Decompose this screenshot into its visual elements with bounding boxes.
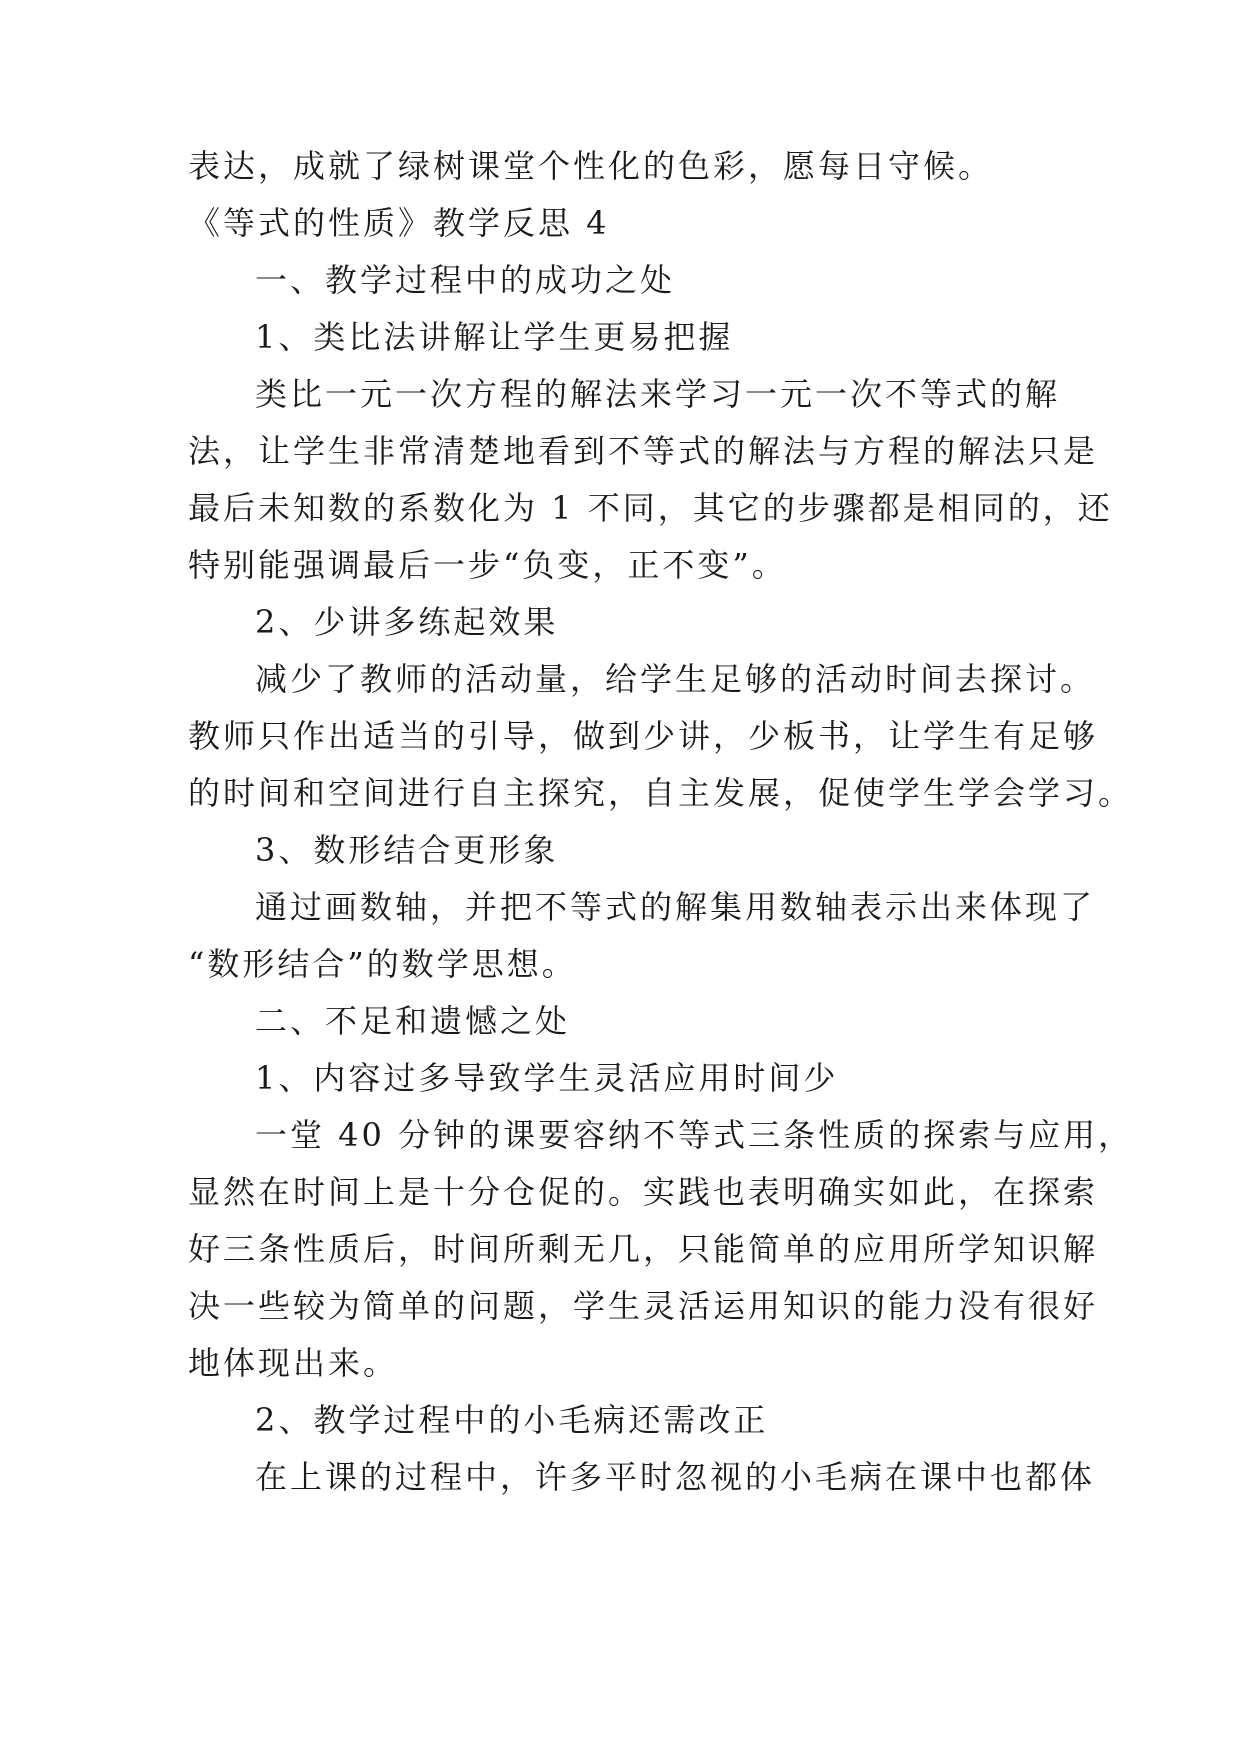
section-title: 《等式的性质》教学反思 4	[188, 204, 610, 242]
paragraph-line: 地体现出来。	[188, 1344, 399, 1382]
paragraph-line: 显然在时间上是十分仓促的。实践也表明确实如此，在探索	[188, 1173, 1099, 1211]
paragraph-line: 减少了教师的活动量，给学生足够的活动时间去探讨。	[255, 660, 1096, 698]
paragraph-line: “数形结合”的数学思想。	[188, 945, 577, 983]
subheading: 2、教学过程中的小毛病还需改正	[255, 1401, 769, 1439]
subheading: 1、内容过多导致学生灵活应用时间少	[255, 1059, 839, 1097]
paragraph-line: 特别能强调最后一步“负变，正不变”。	[188, 546, 787, 584]
paragraph-line: 的时间和空间进行自主探究，自主发展，促使学生学会学习。	[188, 774, 1134, 812]
paragraph-line: 好三条性质后，时间所剩无几，只能简单的应用所学知识解	[188, 1230, 1099, 1268]
subheading: 1、类比法讲解让学生更易把握	[255, 318, 734, 356]
paragraph-line: 决一些较为简单的问题，学生灵活运用知识的能力没有很好	[188, 1287, 1099, 1325]
paragraph-line: 法，让学生非常清楚地看到不等式的解法与方程的解法只是	[188, 432, 1099, 470]
paragraph-line: 最后未知数的系数化为 1 不同，其它的步骤都是相同的，还	[188, 489, 1113, 527]
paragraph-line: 通过画数轴，并把不等式的解集用数轴表示出来体现了	[255, 888, 1096, 926]
paragraph-line: 教师只作出适当的引导，做到少讲，少板书，让学生有足够	[188, 717, 1099, 755]
paragraph-line: 类比一元一次方程的解法来学习一元一次不等式的解	[255, 375, 1061, 413]
paragraph-line: 在上课的过程中，许多平时忽视的小毛病在课中也都体	[255, 1458, 1096, 1496]
heading-1: 一、教学过程中的成功之处	[255, 261, 676, 299]
paragraph-line: 表达，成就了绿树课堂个性化的色彩，愿每日守候。	[188, 147, 994, 185]
subheading: 2、少讲多练起效果	[255, 603, 559, 641]
paragraph-line: 一堂 40 分钟的课要容纳不等式三条性质的探索与应用，	[255, 1116, 1134, 1154]
heading-2: 二、不足和遗憾之处	[255, 1002, 571, 1040]
subheading: 3、数形结合更形象	[255, 831, 559, 869]
